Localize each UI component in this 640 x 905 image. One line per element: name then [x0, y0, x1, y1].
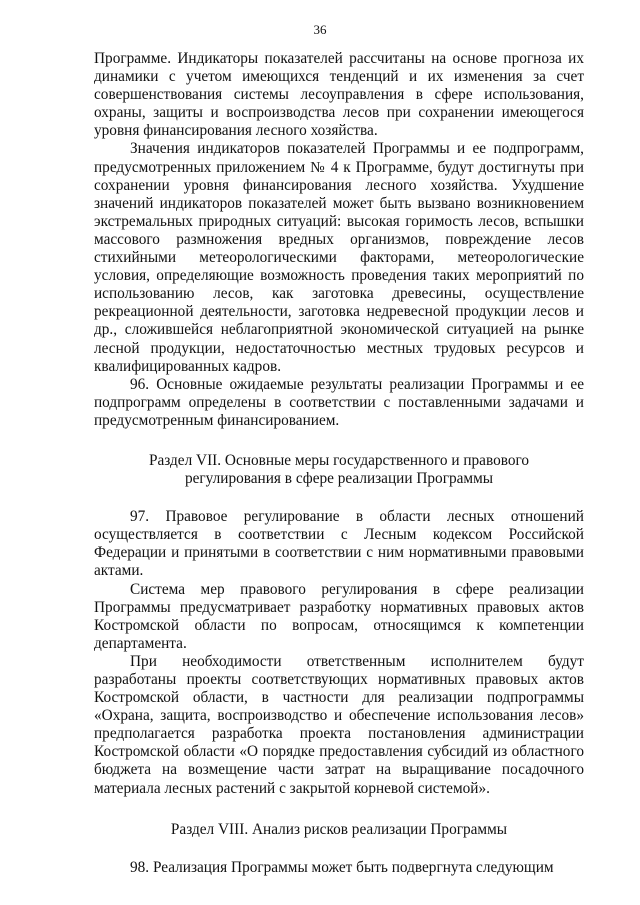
document-body	[94, 50, 584, 877]
paragraph-indicators: Значения индикаторов показателей Программы и ее подпрограмм, предусмотренных приложением № 4 к Программе, будут достигнуты при сохранении уровня финансирования лесного хозяйства. Ухудшение значений индикаторов показателей может быть вызвано возникновением экстремальных природных ситуаций: высокая горимость лесов, вспышки массового размножения вредных организмов, повреждение лесов стихийными метеорологическими факторами, метеорологические условия, определяющие возможность проведения таких мероприятий по использованию лесов, как заготовка древесины, осуществление рекреационной деятельности, заготовка недревесной продукции лесов и др., сложившейся неблагоприятной экономической ситуацией на рынке лесной продукции, недостаточностью местных трудовых ресурсов и квалифицированных кадров.	[94, 140, 584, 375]
section-7-heading	[94, 452, 584, 488]
paragraph-97: 97. Правовое регулирование в области лесных отношений осуществляется в соответствии с Лесным кодексом Российской Федерации и принятыми в соответствии с ним нормативными правовыми актами.	[94, 508, 584, 580]
page-number: 36	[313, 22, 327, 37]
section-7-heading-line-1: Раздел VII. Основные меры государственного и правового	[148, 451, 530, 469]
paragraph-regulation-system: Система мер правового регулирования в сфере реализации Программы предусматривает разработку нормативных правовых актов Костромской области по вопросам, относящимся к компетенции департамента.	[94, 580, 584, 652]
paragraph-96: 96. Основные ожидаемые результаты реализации Программы и ее подпрограмм определены в соответствии с поставленными задачами и предусмотренным финансированием.	[94, 375, 584, 429]
paragraph-draft-acts: При необходимости ответственным исполнителем будут разработаны проекты соответствующих нормативных правовых актов Костромской области, в частности для реализации подпрограммы «Охрана, защита, воспроизводство и обеспечение использования лесов» предполагается разработка проекта постановления администрации Костромской области «О порядке предоставления субсидий из областного бюджета на возмещение части затрат на выращивание посадочного материала лесных растений с закрытой корневой системой».	[94, 652, 584, 797]
section-7-heading-line-2: регулирования в сфере реализации Программы	[184, 470, 494, 488]
paragraph-continued: Программе. Индикаторы показателей рассчитаны на основе прогноза их динамики с учетом имеющихся тенденций и их изменения за счет совершенствования системы лесоуправления в сфере использования, охраны, защиты и воспроизводства лесов при сохранении имеющегося уровня финансирования лесного хозяйства.	[94, 50, 584, 140]
section-8-heading: Раздел VIII. Анализ рисков реализации Программы	[170, 820, 508, 838]
paragraph-98: 98. Реализация Программы может быть подвергнута следующим	[130, 858, 554, 876]
